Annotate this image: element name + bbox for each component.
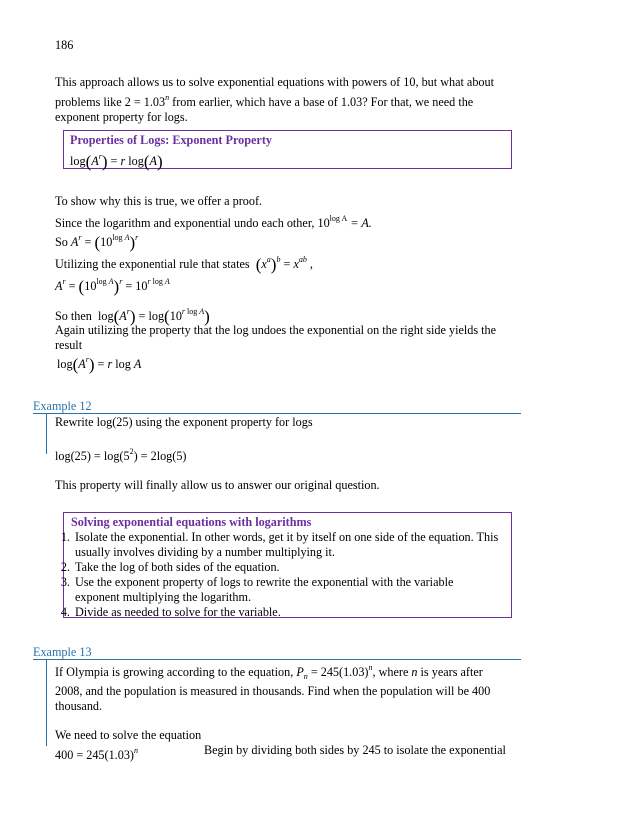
exponent-property-title: Properties of Logs: Exponent Property <box>70 133 272 147</box>
example-12-equation: $\log(25) = \log(5^2) = 2\log(5)$ <box>55 447 187 463</box>
proof-line-7: Again utilizing the property that the log undoes the exponential on the right side yields the <box>55 323 497 337</box>
example-13-equation-row <box>55 743 525 762</box>
intro-paragraph <box>55 75 525 125</box>
exponent-property-formula: $\log(A^r) = r$ log(A) <box>70 152 163 171</box>
example-12-rule <box>33 413 521 414</box>
solving-steps-box <box>63 512 512 618</box>
example-13-line-2: 2008, and the population is measured in thousands. Find when the population will be 400 <box>55 684 491 698</box>
example-12-label: Example 12 <box>33 399 92 413</box>
proof-exponential-rule: Utilizing the exponential rule that states $(x^a)^b = x^{ab}$ , <box>55 255 313 274</box>
example-13-line-1: If Olympia is growing according to the equation, $P_n = 245(1.03)^n$, where n is years after <box>55 663 483 681</box>
solving-step-1: 1. Isolate the exponential. In other words, get it by itself on one side of the equation. This usually involves dividing by a number multiplying it. <box>73 530 501 560</box>
example-13-body <box>55 660 525 762</box>
intro-line-2: problems like $2 = 1.03^n$ from earlier, which have a base of 1.03? For that, we need the <box>55 93 474 109</box>
example-12-bar <box>46 414 47 454</box>
solving-steps-list <box>56 530 501 620</box>
intro-line-3: exponent property for logs. <box>55 110 188 124</box>
exponent-property-box <box>63 130 512 169</box>
example-13-line-4: We need to solve the equation <box>55 728 202 742</box>
example-13-equation-note: Begin by dividing both sides by 245 to isolate the exponential <box>204 743 506 757</box>
solving-step-3: 3. Use the exponent property of logs to rewrite the exponential with the variable exponent multiplying the logarithm. <box>73 575 501 605</box>
example-13-label: Example 13 <box>33 645 92 659</box>
example-13-bar <box>46 660 47 746</box>
solving-step-4: 4. Divide as needed to solve for the variable. <box>73 605 501 620</box>
example-12-text: Rewrite log(25) using the exponent property for logs <box>55 415 313 429</box>
proof-line-1: To show why this is true, we offer a proof. <box>55 194 263 208</box>
page-number: 186 <box>55 38 74 52</box>
proof-result: $\log(A^r) = r$ log A <box>57 355 142 374</box>
example-12-after: This property will finally allow us to answer our original question. <box>55 478 380 492</box>
example-12-body <box>55 415 525 493</box>
example-13-line-3: thousand. <box>55 699 103 713</box>
proof-substitution: $A^r = (10^{log A})^r = 10^{r log A}$ <box>55 277 170 296</box>
solving-step-2: 2. Take the log of both sides of the equation. <box>73 560 501 575</box>
proof-so-then: So then $\log(A^r) = \log(10^{r log A})$ <box>55 307 210 326</box>
proof-line-2: Since the logarithm and exponential undo each other, $10^{log A} = A$. <box>55 214 372 230</box>
proof-section <box>55 194 525 231</box>
example-13-equation: $400 = 245(1.03)^n$ <box>55 746 138 762</box>
solving-steps-title: Solving exponential equations with logarithms <box>71 515 312 529</box>
intro-line-1: This approach allows us to solve exponential equations with powers of 10, but what about <box>55 75 495 89</box>
proof-line-8: result <box>55 338 83 352</box>
proof-so-equation: So $A^r = (10^{log A})^r$ <box>55 233 139 252</box>
proof-conclusion <box>55 323 525 353</box>
